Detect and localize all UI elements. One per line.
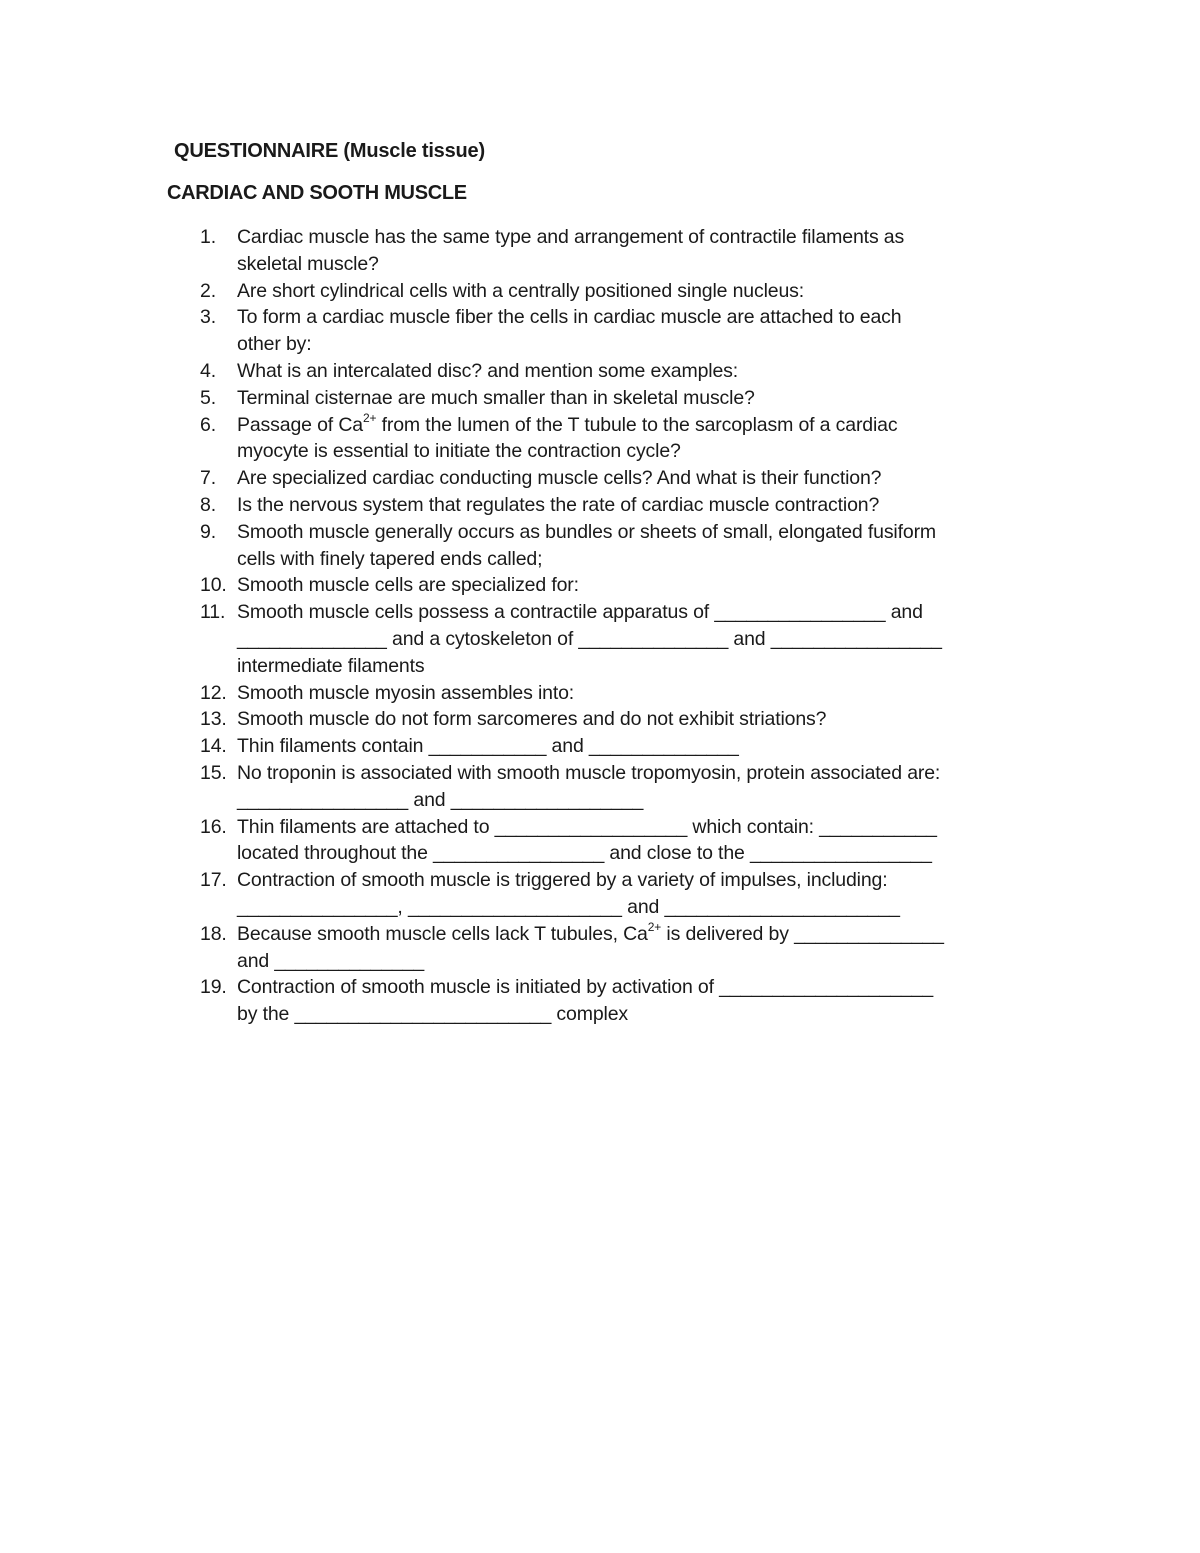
question-line: myocyte is essential to initiate the contraction cycle? xyxy=(237,440,681,463)
section-title: CARDIAC AND SOOTH MUSCLE xyxy=(167,182,467,204)
question-item xyxy=(0,519,1200,573)
question-number: 5. xyxy=(200,386,216,409)
question-number: 7. xyxy=(200,467,216,490)
question-item xyxy=(0,760,1200,814)
question-item xyxy=(0,599,1200,679)
question-text-part: is delivered by ______________ xyxy=(661,922,944,945)
question-line: located throughout the ________________ and close to the _________________ xyxy=(237,842,932,865)
question-line: Contraction of smooth muscle is triggered by a variety of impulses, including: xyxy=(237,869,888,892)
question-item xyxy=(0,867,1200,921)
question-text-part: Passage of Ca xyxy=(237,413,363,436)
question-item xyxy=(0,974,1200,1028)
question-number: 14. xyxy=(200,735,227,758)
question-line: Thin filaments are attached to __________________ which contain: ___________ xyxy=(237,815,937,838)
question-number: 1. xyxy=(200,226,216,248)
question-item xyxy=(0,706,1200,733)
superscript-charge: 2+ xyxy=(362,411,377,426)
question-item xyxy=(0,572,1200,599)
question-line: What is an intercalated disc? and mention some examples: xyxy=(237,359,739,382)
question-line: by the ________________________ complex xyxy=(237,1003,628,1026)
question-line: ________________ and __________________ xyxy=(237,788,644,811)
question-line: and ______________ xyxy=(237,949,425,972)
question-line xyxy=(237,921,1060,948)
question-number: 11. xyxy=(200,601,226,624)
question-number: 13. xyxy=(200,708,227,731)
question-number: 10. xyxy=(200,574,227,597)
question-number: 18. xyxy=(200,922,227,945)
question-line: Smooth muscle cells possess a contractile apparatus of ________________ and xyxy=(237,601,923,624)
question-number: 12. xyxy=(200,681,227,704)
question-number: 3. xyxy=(200,306,216,329)
question-list xyxy=(0,224,1200,1028)
question-line: Smooth muscle generally occurs as bundles or sheets of small, elongated fusiform xyxy=(237,520,937,543)
question-number: 15. xyxy=(200,761,227,784)
question-item xyxy=(0,921,1200,975)
question-number: 4. xyxy=(200,359,216,382)
question-item xyxy=(0,385,1200,412)
question-line: cells with finely tapered ends called; xyxy=(237,547,543,570)
question-item xyxy=(0,733,1200,760)
question-item xyxy=(0,278,1200,305)
question-item xyxy=(0,465,1200,492)
question-line: other by: xyxy=(237,333,312,356)
question-line xyxy=(237,412,1060,439)
question-item xyxy=(0,304,1200,358)
question-line: Smooth muscle cells are specialized for: xyxy=(237,574,579,597)
question-line: No troponin is associated with smooth muscle tropomyosin, protein associated are: xyxy=(237,761,941,784)
question-line: Smooth muscle myosin assembles into: xyxy=(237,681,575,704)
question-line: Is the nervous system that regulates the rate of cardiac muscle contraction? xyxy=(237,493,880,516)
question-line: _______________, ____________________ and ______________________ xyxy=(237,895,900,918)
question-number: 16. xyxy=(200,815,227,838)
question-text-part: Because smooth muscle cells lack T tubules, Ca xyxy=(237,922,648,945)
question-number: 17. xyxy=(200,869,227,892)
question-line: skeletal muscle? xyxy=(237,252,379,275)
question-line: ______________ and a cytoskeleton of ______________ and ________________ xyxy=(237,627,942,650)
question-line: Thin filaments contain ___________ and ______________ xyxy=(237,735,739,758)
question-line: Are specialized cardiac conducting muscle cells? And what is their function? xyxy=(237,467,882,490)
question-item xyxy=(0,358,1200,385)
question-text-part: from the lumen of the T tubule to the sarcoplasm of a cardiac xyxy=(376,413,898,436)
question-number: 6. xyxy=(200,413,216,436)
question-number: 19. xyxy=(200,976,227,999)
question-item xyxy=(0,492,1200,519)
question-line: Terminal cisternae are much smaller than in skeletal muscle? xyxy=(237,386,755,409)
question-line: To form a cardiac muscle fiber the cells in cardiac muscle are attached to each xyxy=(237,306,902,329)
document-title: QUESTIONNAIRE (Muscle tissue) xyxy=(174,140,485,162)
question-line: Contraction of smooth muscle is initiated by activation of ____________________ xyxy=(237,976,934,999)
question-item xyxy=(0,680,1200,707)
question-line: Smooth muscle do not form sarcomeres and do not exhibit striations? xyxy=(237,708,827,731)
question-number: 9. xyxy=(200,520,216,543)
question-number: 8. xyxy=(200,493,216,516)
question-line: Cardiac muscle has the same type and arrangement of contractile filaments as xyxy=(237,226,905,248)
superscript-charge: 2+ xyxy=(647,920,662,935)
question-line: Are short cylindrical cells with a centrally positioned single nucleus: xyxy=(237,279,805,302)
question-item xyxy=(0,224,1200,278)
question-number: 2. xyxy=(200,279,216,302)
question-item xyxy=(0,814,1200,868)
question-line: intermediate filaments xyxy=(237,654,425,677)
question-item xyxy=(0,412,1200,466)
